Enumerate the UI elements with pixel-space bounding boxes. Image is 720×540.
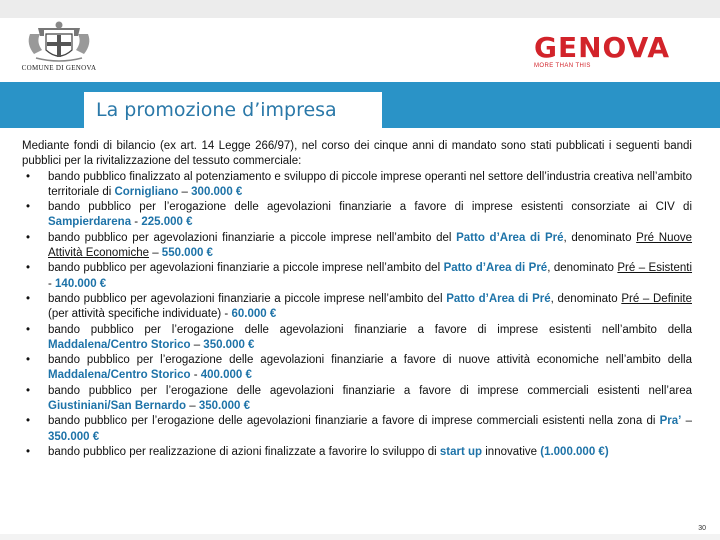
genova-brand-logo bbox=[534, 31, 704, 74]
bullet-amount: 140.000 € bbox=[55, 277, 107, 290]
bullet-dot: • bbox=[25, 354, 31, 367]
bullet-amount: (1.000.000 €) bbox=[540, 445, 609, 458]
bando-list bbox=[22, 170, 692, 461]
bullet-amount: 225.000 € bbox=[141, 216, 193, 229]
bullet-dot: • bbox=[25, 170, 31, 183]
content-body bbox=[22, 139, 692, 460]
bullet-text: bando pubblico per agevolazioni finanziarie a piccole imprese nell’ambito del bbox=[48, 231, 457, 244]
list-item bbox=[22, 261, 692, 292]
list-item bbox=[22, 231, 692, 262]
list-item bbox=[22, 414, 692, 445]
bullet-area-name: Pra’ bbox=[659, 415, 682, 428]
bullet-text: bando pubblico per agevolazioni finanziarie a piccole imprese nell’ambito del bbox=[48, 262, 444, 275]
bullet-dot: • bbox=[25, 292, 31, 305]
bullet-area-name: Patto d’Area di Pré bbox=[456, 231, 564, 244]
bullet-text-post: – bbox=[681, 415, 692, 428]
bullet-dot: • bbox=[25, 201, 31, 214]
bullet-area-name: Patto d’Area di Pré bbox=[446, 292, 551, 305]
bullet-amount: 350.000 € bbox=[198, 400, 250, 413]
bullet-dot: • bbox=[25, 384, 31, 397]
bullet-text-post: – bbox=[149, 247, 162, 260]
bullet-text: bando pubblico finalizzato al potenziamento e sviluppo di piccole imprese operanti nel settore dell’industria creativa nell’ambito territoriale di bbox=[48, 170, 692, 198]
bullet-area-name: Maddalena/Centro Storico bbox=[48, 338, 191, 351]
bullet-text: bando pubblico per agevolazioni finanziarie a piccole imprese nell’ambito del bbox=[48, 292, 447, 305]
footer-strip bbox=[0, 534, 720, 540]
bullet-dot: • bbox=[25, 415, 31, 428]
bullet-dot: • bbox=[25, 262, 31, 275]
bullet-text-post: - bbox=[190, 369, 201, 382]
bullet-text: bando pubblico per l’erogazione delle agevolazioni finanziarie a favore di imprese commerciali esistenti nell’area bbox=[48, 384, 692, 397]
bullet-text-post: – bbox=[190, 338, 204, 351]
bullet-amount: 350.000 € bbox=[203, 338, 255, 351]
bullet-area-name: Cornigliano bbox=[114, 185, 179, 198]
bullet-text: bando pubblico per realizzazione di azioni finalizzate a favorire lo sviluppo di bbox=[48, 445, 440, 458]
list-item bbox=[22, 445, 692, 460]
page-title: La promozione d’impresa bbox=[96, 99, 337, 121]
bullet-area-name: Giustiniani/San Bernardo bbox=[48, 400, 187, 413]
bullet-area-name: Maddalena/Centro Storico bbox=[48, 369, 191, 382]
list-item bbox=[22, 384, 692, 415]
bullet-program-name: Pré Nuove Attività Economiche bbox=[48, 231, 692, 260]
bullet-text: bando pubblico per l’erogazione delle agevolazioni finanziarie a favore di imprese commerciali esistenti nella zona di bbox=[48, 415, 660, 428]
list-item bbox=[22, 292, 692, 323]
bullet-amount: 300.000 € bbox=[191, 185, 243, 198]
bullet-program-name: Pré – Definite bbox=[621, 292, 692, 305]
bullet-program-name: Pré – Esistenti bbox=[617, 262, 693, 275]
bullet-text: bando pubblico per l’erogazione delle agevolazioni finanziarie a favore di imprese esistenti consorziate ai CIV di bbox=[48, 201, 692, 214]
genova-logo-tagline: MORE THAN THIS bbox=[534, 63, 591, 69]
bullet-area-name: Patto d’Area di Pré bbox=[443, 262, 548, 275]
bullet-dot: • bbox=[25, 445, 31, 458]
list-item bbox=[22, 353, 692, 384]
list-item bbox=[22, 200, 692, 231]
bullet-text-post: (per attività specifiche individuate) - bbox=[48, 308, 232, 321]
bullet-text: bando pubblico per l’erogazione delle agevolazioni finanziarie a favore di imprese esistenti nell’ambito della bbox=[48, 323, 692, 336]
bullet-text-post: – bbox=[178, 185, 192, 198]
bullet-text-mid: , denominato bbox=[563, 231, 637, 244]
bullet-amount: 550.000 € bbox=[161, 247, 213, 260]
bullet-text-post: - bbox=[131, 216, 142, 229]
genova-logo-word: GENOVA bbox=[534, 31, 671, 64]
page-number: 30 bbox=[698, 525, 706, 532]
comune-logo-caption: COMUNE DI GENOVA bbox=[21, 64, 97, 72]
bullet-area-name: start up bbox=[439, 445, 483, 458]
bullet-text-mid: , denominato bbox=[550, 292, 622, 305]
list-item bbox=[22, 323, 692, 354]
bullet-text-post: – bbox=[186, 400, 199, 413]
bullet-text-post: innovative bbox=[482, 445, 541, 458]
bullet-text: bando pubblico per l’erogazione delle agevolazioni finanziarie a favore di nuove attività economiche nell’ambito della bbox=[48, 354, 692, 367]
comune-di-genova-logo bbox=[16, 20, 102, 76]
bullet-amount: 400.000 € bbox=[200, 369, 252, 382]
bullet-area-name: Sampierdarena bbox=[48, 216, 132, 229]
intro-paragraph: Mediante fondi di bilancio (ex art. 14 Legge 266/97), nel corso dei cinque anni di mandato sono stati pubblicati i seguenti bandi pubblici per la rivitalizzazione del tessuto commerciale: bbox=[22, 140, 692, 168]
bullet-text-post: - bbox=[48, 277, 56, 290]
bullet-amount: 60.000 € bbox=[231, 308, 277, 321]
top-strip bbox=[0, 0, 720, 18]
bullet-amount: 350.000 € bbox=[48, 430, 100, 443]
bullet-dot: • bbox=[25, 323, 31, 336]
list-item bbox=[22, 170, 692, 201]
bullet-dot: • bbox=[25, 231, 31, 244]
coat-of-arms-icon bbox=[16, 20, 102, 64]
bullet-text-mid: , denominato bbox=[547, 262, 618, 275]
